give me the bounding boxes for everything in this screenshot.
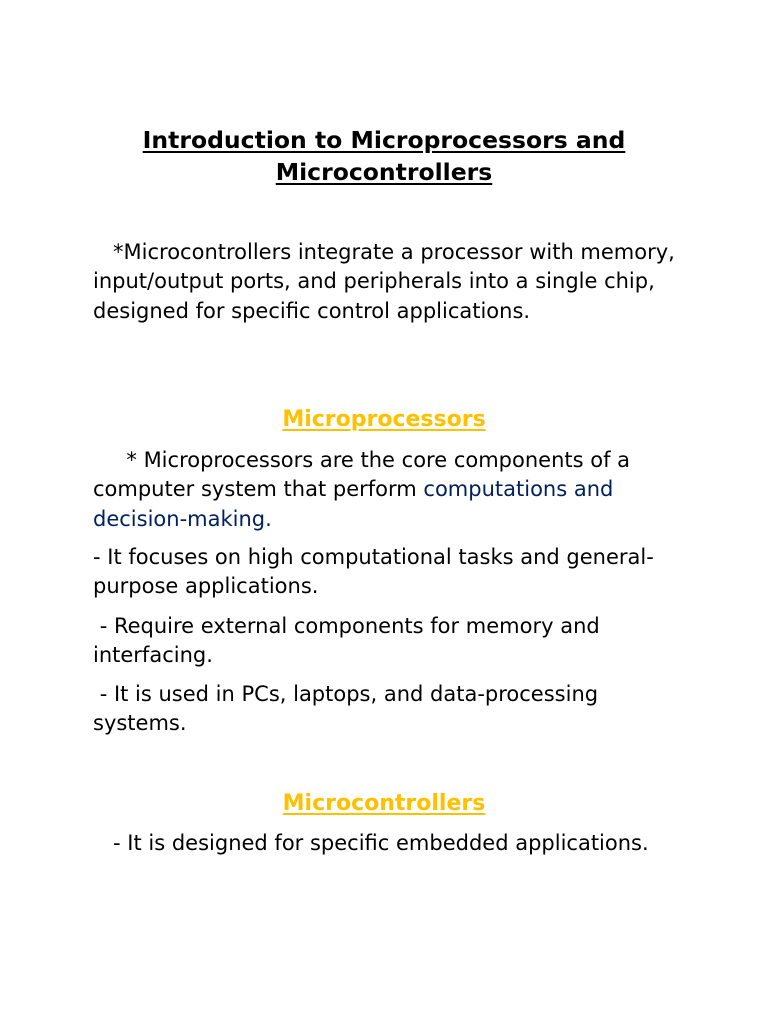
intro-paragraph: *Microcontrollers integrate a processor with memory, input/output ports, and peripherals into a single chip, designed for specific control applications.: [93, 240, 682, 323]
microprocessors-point-1: - It focuses on high computational tasks and general-purpose applications.: [93, 545, 654, 599]
title-line-2: Microcontrollers: [275, 158, 493, 186]
microprocessors-point-3: - It is used in PCs, laptops, and data-processing systems.: [93, 682, 605, 736]
description-text: * Microprocessors are the core components of a computer system that perform: [93, 448, 637, 502]
microprocessors-description: [93, 446, 683, 534]
description-highlight: computations and decision-making.: [93, 477, 621, 531]
microprocessors-point-2: - Require external components for memory and interfacing.: [93, 614, 607, 668]
microcontrollers-heading: Microcontrollers: [282, 791, 486, 816]
title-line-1: Introduction to Microprocessors and: [142, 126, 626, 154]
document-title: [93, 124, 675, 188]
microcontrollers-point-1: - It is designed for specific embedded applications.: [93, 831, 649, 855]
microprocessors-heading: Microprocessors: [282, 407, 486, 432]
